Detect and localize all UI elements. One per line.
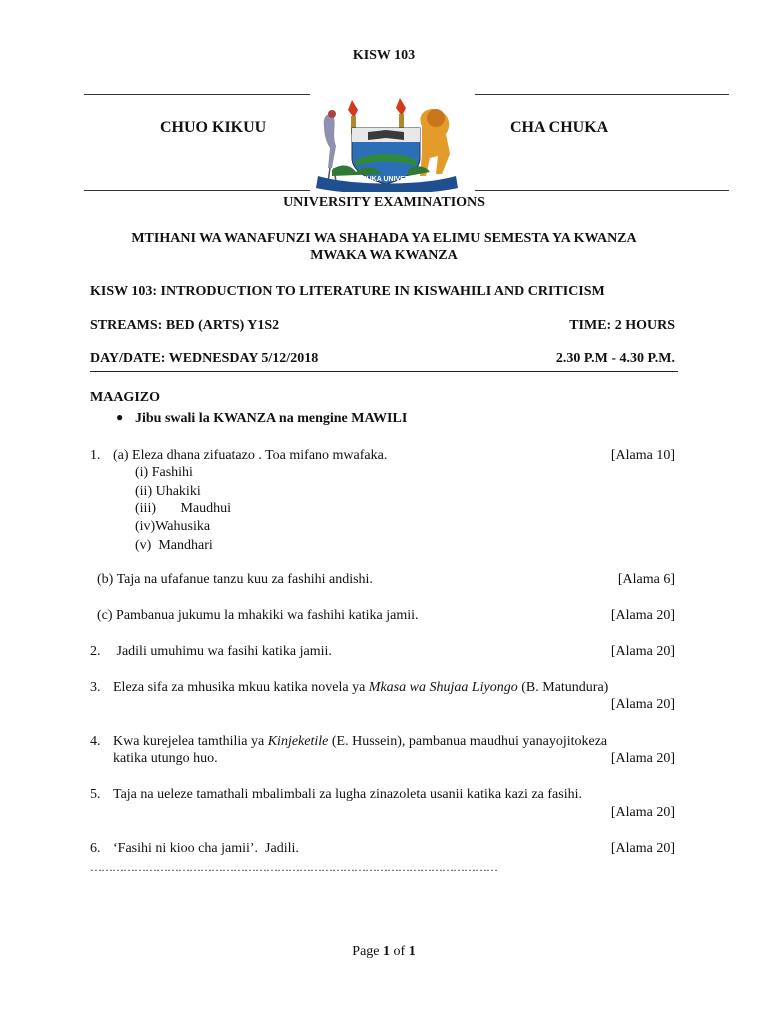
question-1c-text: (c) Pambanua jukumu la mhakiki wa fashihi katika jamii. (97, 608, 419, 623)
header-rule-bottom-left (84, 190, 310, 191)
question-3-pre: Eleza sifa za mhusika mkuu katika novela ya (113, 680, 369, 695)
question-5-text: Taja na ueleze tamathali mbalimbali za lugha zinazoleta usanii katika kazi za fasihi. (113, 787, 582, 802)
question-1b-mark: [Alama 6] (617, 572, 675, 587)
question-3-mark: [Alama 20] (610, 697, 675, 712)
exam-subtitle-line1: MTIHANI WA WANAFUNZI WA SHAHADA YA ELIMU SEMESTA YA KWANZA (131, 231, 637, 246)
question-2-text: Jadili umuhimu wa fasihi katika jamii. (113, 644, 332, 659)
question-4-mark: [Alama 20] (610, 751, 675, 766)
time-range: 2.30 P.M - 4.30 P.M. (555, 351, 675, 366)
question-1c-mark: [Alama 20] (610, 608, 675, 623)
question-4-play-title: Kinjeketile (267, 734, 329, 749)
question-4-number: 4. (90, 734, 101, 749)
question-1-mark: [Alama 10] (610, 448, 675, 463)
info-divider (90, 371, 678, 372)
question-3-book-title: Mkasa wa Shujaa Liyongo (368, 680, 518, 695)
question-5-number: 5. (90, 787, 101, 802)
crest-ribbon-text: CHUKA UNIVERSITY (356, 176, 426, 183)
header-rule-bottom-right (475, 190, 729, 191)
question-1-text: (a) Eleza dhana zifuatazo . Toa mifano mwafaka. (113, 448, 388, 463)
streams: STREAMS: BED (ARTS) Y1S2 (90, 318, 280, 333)
question-3-text (113, 680, 608, 696)
question-6-text: ‘Fasihi ni kioo cha jamii’. Jadili. (113, 841, 299, 856)
q1-item-4: (iv)Wahusika (135, 519, 211, 534)
course-code: KISW 103 (352, 48, 416, 63)
question-4-line2: katika utungo huo. (113, 751, 218, 766)
end-dotted-rule: ………………………………………………………………………………………………… (90, 860, 497, 874)
header-left-text: CHUO KIKUU (160, 119, 267, 136)
question-1b-text: (b) Taja na ufafanue tanzu kuu za fashihi andishi. (97, 572, 373, 587)
instructions-title: MAAGIZO (90, 390, 160, 405)
question-5-mark: [Alama 20] (610, 805, 675, 820)
q1-item-2: (ii) Uhakiki (135, 484, 201, 499)
footer-page-number: 1 (383, 944, 391, 959)
q1-item-1: (i) Fashihi (135, 465, 193, 480)
question-3-number: 3. (90, 680, 101, 695)
question-6-number: 6. (90, 841, 101, 856)
question-2-number: 2. (90, 644, 101, 659)
exam-duration: TIME: 2 HOURS (569, 318, 675, 333)
question-4-pre: Kwa kurejelea tamthilia ya (113, 734, 268, 749)
exam-subtitle-line2: MWAKA WA KWANZA (310, 248, 458, 263)
question-6-mark: [Alama 20] (610, 841, 675, 856)
question-3-post: (B. Matundura) (517, 680, 609, 695)
header-right-text: CHA CHUKA (510, 119, 609, 136)
footer-mid: of (390, 944, 409, 959)
question-4-text (113, 734, 607, 750)
bullet-icon: ● (116, 410, 124, 424)
question-1-number: 1. (90, 448, 101, 463)
question-4-post: (E. Hussein), pambanua maudhui yanayojitokeza (328, 734, 608, 749)
exam-title: UNIVERSITY EXAMINATIONS (283, 195, 485, 210)
course-line: KISW 103: INTRODUCTION TO LITERATURE IN KISWAHILI AND CRITICISM (90, 284, 605, 299)
q1-item-5: (v) Mandhari (135, 538, 213, 553)
header-rule-top-right (475, 94, 729, 95)
instructions-bullet: Jibu swali la KWANZA na mengine MAWILI (135, 411, 408, 426)
footer-page-total: 1 (408, 944, 416, 959)
day-date: DAY/DATE: WEDNESDAY 5/12/2018 (90, 351, 319, 366)
header-rule-top-left (84, 94, 310, 95)
page-footer (0, 944, 768, 960)
footer-pre: Page (352, 944, 384, 959)
q1-item-3: (iii) Maudhui (135, 501, 232, 516)
question-2-mark: [Alama 20] (610, 644, 675, 659)
